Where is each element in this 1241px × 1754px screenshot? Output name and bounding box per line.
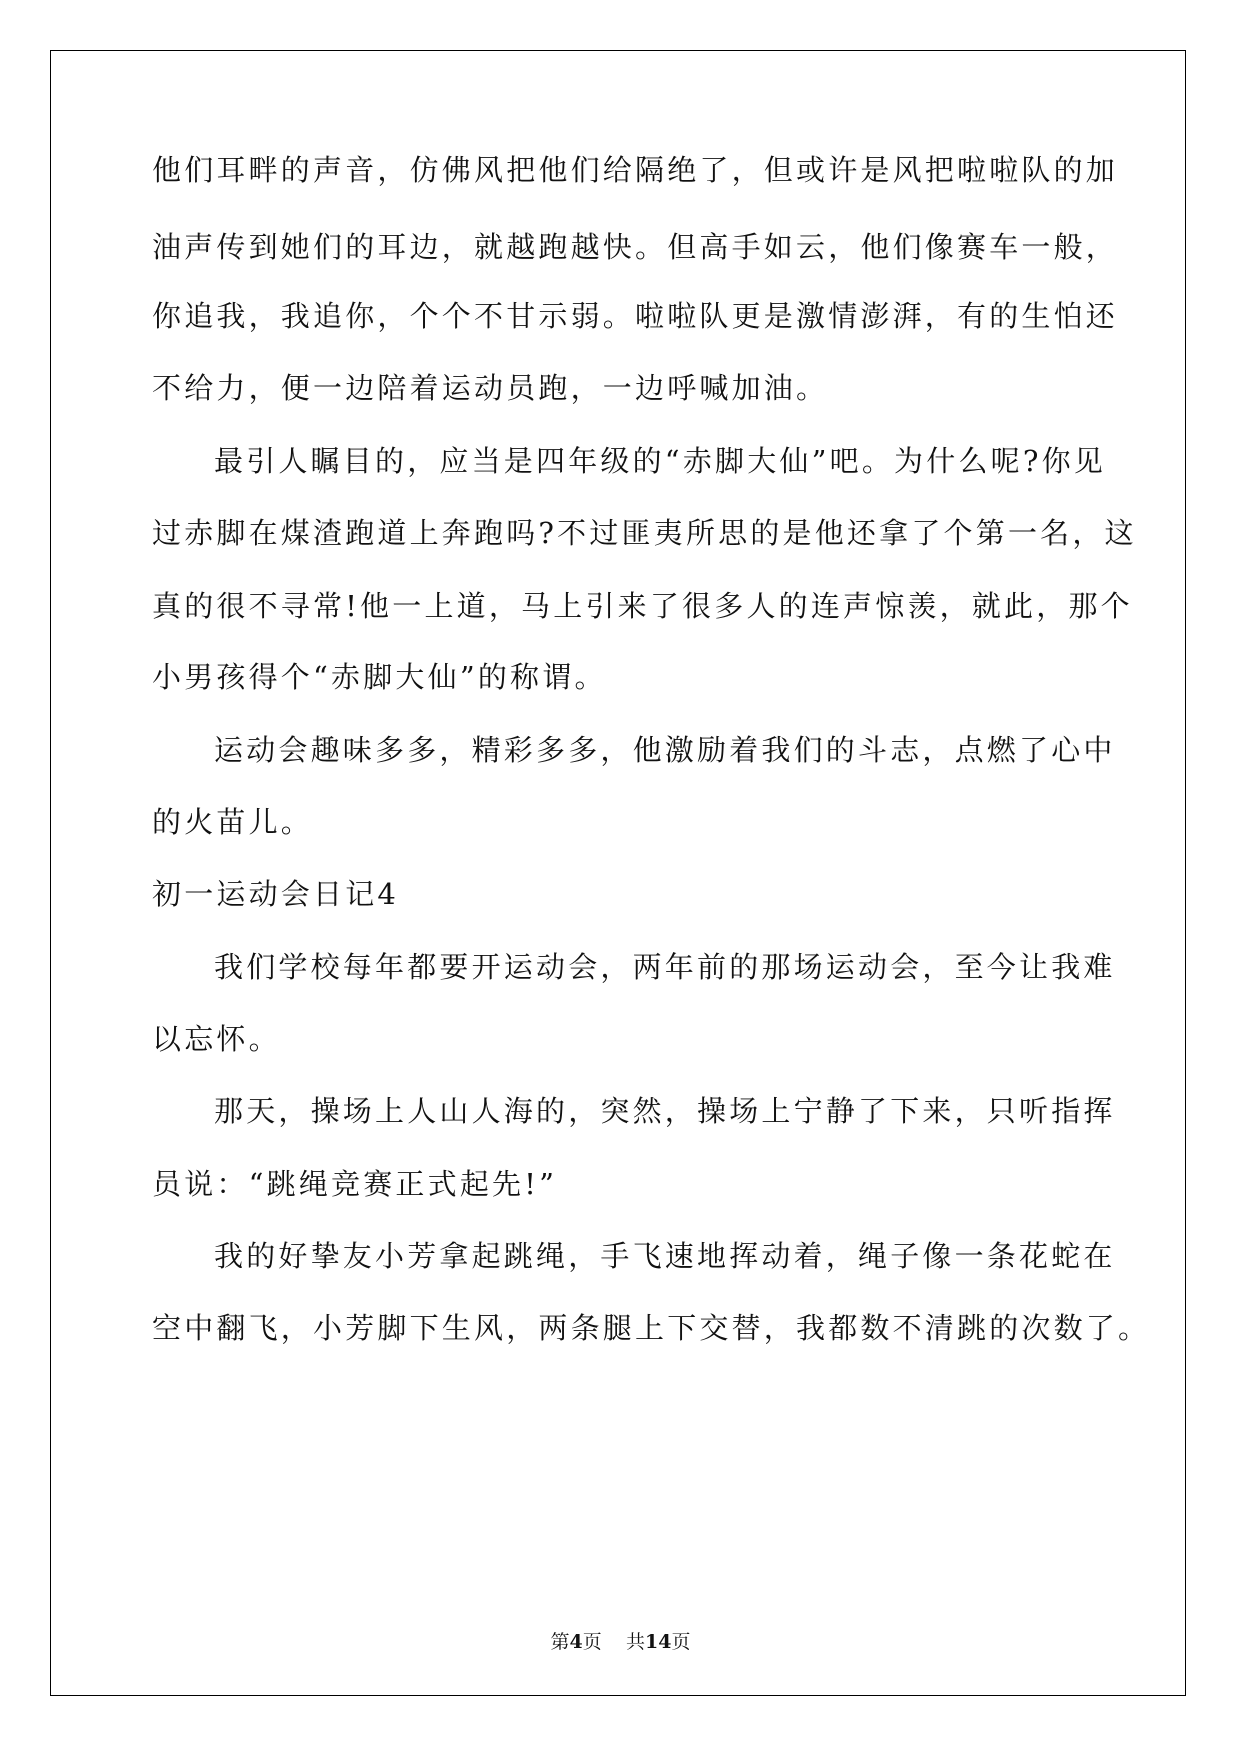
paragraph-line: 那天，操场上人山人海的，突然，操场上宁静了下来，只听指挥 — [214, 1094, 1116, 1128]
paragraph-line: 我们学校每年都要开运动会，两年前的那场运动会，至今让我难 — [214, 950, 1116, 984]
paragraph-line: 空中翻飞，小芳脚下生风，两条腿上下交替，我都数不清跳的次数了。 — [152, 1311, 1151, 1345]
footer-total-prefix: 共 — [625, 1631, 645, 1653]
paragraph-line: 不给力，便一边陪着运动员跑，一边呼喊加油。 — [152, 371, 829, 405]
page-footer — [0, 1627, 1241, 1654]
paragraph-line: 油声传到她们的耳边，就越跑越快。但高手如云，他们像赛车一般， — [152, 230, 1119, 264]
section-heading: 初一运动会日记4 — [152, 877, 400, 911]
paragraph-line: 员说：“跳绳竞赛正式起先!” — [152, 1167, 558, 1201]
paragraph-line: 我的好挚友小芳拿起跳绳，手飞速地挥动着，绳子像一条花蛇在 — [214, 1239, 1116, 1273]
page-border — [50, 50, 1186, 1696]
paragraph-line: 你追我，我追你，个个不甘示弱。啦啦队更是激情澎湃，有的生怕还 — [152, 299, 1119, 333]
paragraph-line: 真的很不寻常!他一上道，马上引来了很多人的连声惊羡，就此，那个 — [152, 589, 1133, 623]
footer-prefix: 第 — [550, 1631, 570, 1653]
footer-page-number: 4 — [569, 1631, 583, 1653]
paragraph-line: 过赤脚在煤渣跑道上奔跑吗?不过匪夷所思的是他还拿了个第一名，这 — [152, 516, 1137, 550]
footer-page-unit: 页 — [582, 1631, 602, 1653]
footer-total-pages: 14 — [644, 1631, 672, 1653]
paragraph-line: 运动会趣味多多，精彩多多，他激励着我们的斗志，点燃了心中 — [214, 733, 1116, 767]
footer-total-unit: 页 — [671, 1631, 691, 1653]
paragraph-line: 他们耳畔的声音，仿佛风把他们给隔绝了，但或许是风把啦啦队的加 — [152, 153, 1119, 187]
paragraph-line: 最引人瞩目的，应当是四年级的“赤脚大仙”吧。为什么呢?你见 — [214, 444, 1107, 478]
paragraph-line: 小男孩得个“赤脚大仙”的称谓。 — [152, 660, 607, 694]
paragraph-line: 以忘怀。 — [152, 1022, 281, 1056]
paragraph-line: 的火苗儿。 — [152, 805, 314, 839]
